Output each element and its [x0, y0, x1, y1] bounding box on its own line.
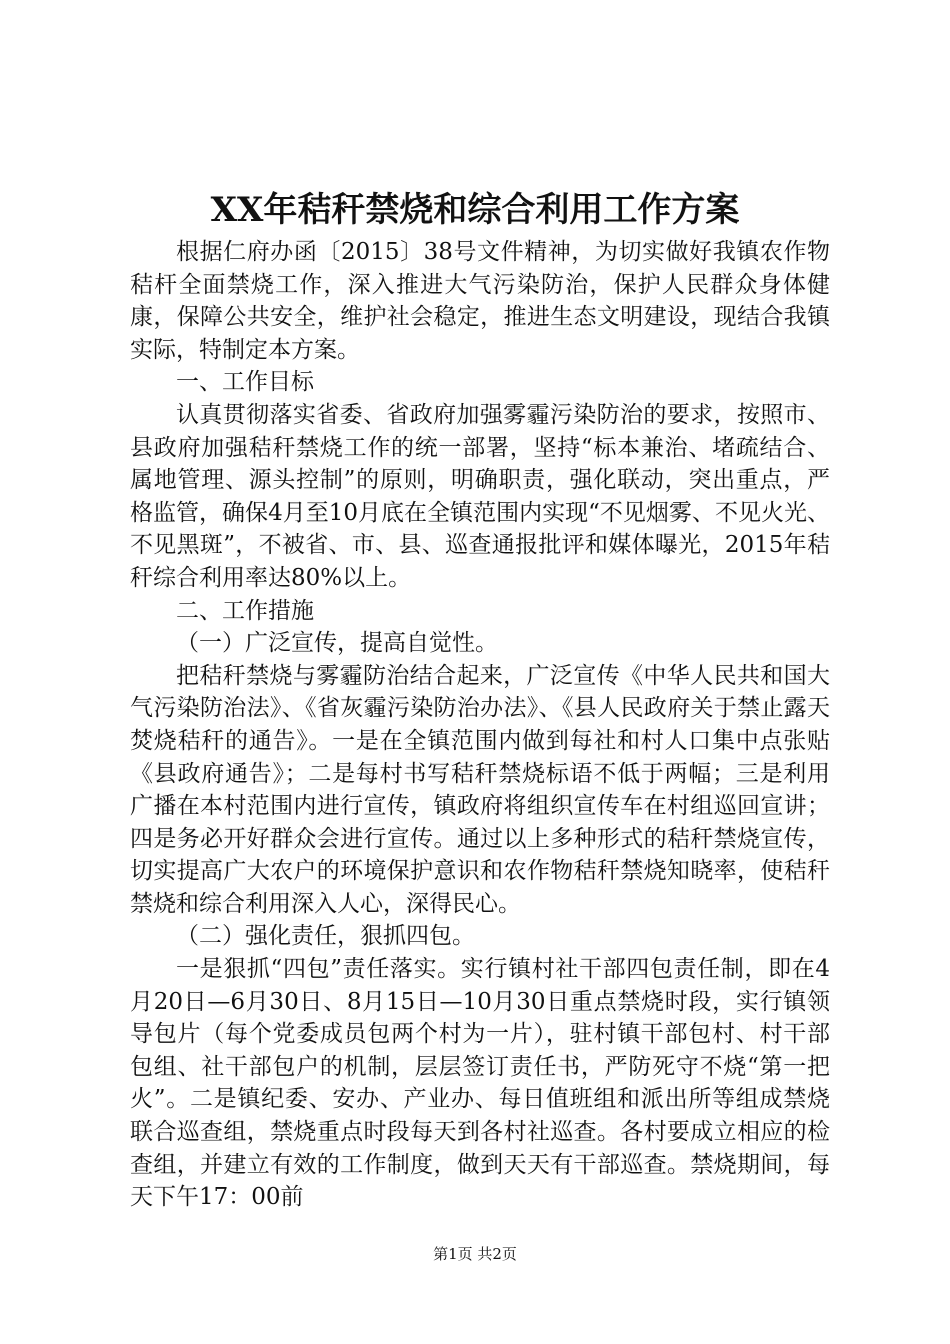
paragraph-intro: 根据仁府办函〔2015〕38号文件精神，为切实做好我镇农作物秸杆全面禁烧工作，深入推进大气污染防治，保护人民群众身体健康，保障公共安全，维护社会稳定，推进生态文明建设，现结合我镇实际，特制定本方案。 [130, 239, 830, 363]
subheading-publicity: （一）广泛宣传，提高自觉性。 [176, 630, 498, 657]
paragraph-responsibility: 一是狠抓“四包”责任落实。实行镇村社干部四包责任制，即在4月20日—6月30日、8月15日—10月30日重点禁烧时段，实行镇领导包片（每个党委成员包两个村为一片），驻村镇干部包村、村干部包组、社干部包户的机制，层层签订责任书，严防死守不烧“第一把火”。二是镇纪委、安办、产业办、每日值班组和派出所等组成禁烧联合巡查组，禁烧重点时段每天到各村社巡查。各村要成立相应的检查组，并建立有效的工作制度，做到天天有干部巡查。禁烧期间，每天下午17：00前 [130, 956, 830, 1211]
heading-work-goal: 一、工作目标 [176, 369, 314, 396]
paragraph-publicity: 把秸秆禁烧与雾霾防治结合起来，广泛宣传《中华人民共和国大气污染防治法》、《省灰霾污染防治办法》、《县人民政府关于禁止露天焚烧秸秆的通告》。一是在全镇范围内做到每社和村人口集中点张贴《县政府通告》；二是每村书写秸秆禁烧标语不低于两幅；三是利用广播在本村范围内进行宣传，镇政府将组织宣传车在村组巡回宣讲；四是务必开好群众会进行宣传。通过以上多种形式的秸秆禁烧宣传，切实提高广大农户的环境保护意识和农作物秸秆禁烧知晓率，使秸秆禁烧和综合利用深入人心，深得民心。 [130, 662, 830, 917]
document-body [130, 236, 830, 1214]
heading-work-measures: 二、工作措施 [176, 597, 314, 624]
document-title: XX年秸秆禁烧和综合利用工作方案 [210, 190, 740, 230]
subheading-responsibility: （二）强化责任，狠抓四包。 [176, 923, 475, 950]
paragraph-work-goal: 认真贯彻落实省委、省政府加强雾霾污染防治的要求，按照市、县政府加强秸秆禁烧工作的统一部署，坚持“标本兼治、堵疏结合、属地管理、源头控制”的原则，明确职责，强化联动，突出重点，严格监管，确保4月至10月底在全镇范围内实现“不见烟雾、不见火光、不见黑斑”，不被省、市、县、巡查通报批评和媒体曝光，2015年秸秆综合利用率达80%以上。 [130, 401, 830, 591]
page-footer: 第1页 共2页 [433, 1245, 517, 1263]
